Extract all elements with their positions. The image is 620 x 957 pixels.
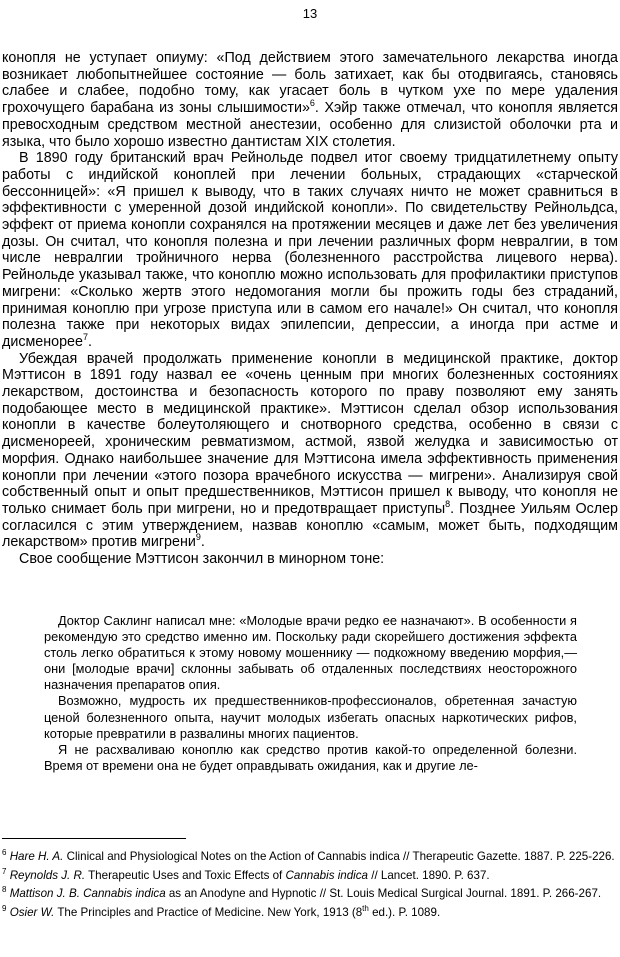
paragraph-3-text-b: . Позднее Уильям Ослер согласился с этим утверждением, назвав коноплю «самым, может быть, подходящим лекарством» против мигрени bbox=[2, 500, 618, 551]
footnote-text: Therapeutic Uses and Toxic Effects of bbox=[85, 868, 286, 882]
paragraph-3-text-c: . bbox=[200, 534, 205, 551]
footnote-ref-6: 6 bbox=[309, 98, 315, 109]
footnote-divider bbox=[2, 838, 186, 839]
footnote-title: Cannabis indica bbox=[285, 868, 368, 882]
body-text bbox=[2, 50, 618, 568]
footnote-number: 7 bbox=[2, 866, 7, 876]
footnote-text: // Lancet. 1890. P. 637. bbox=[368, 868, 490, 882]
footnotes bbox=[2, 850, 618, 924]
paragraph-1-text-b: . Хэйр также отмечал, что конопля является превосходным средством местной анестезии, особенно для слизистой оболочки рта и языка, что было хорошо известно дантистам XIX столетия. bbox=[2, 100, 618, 150]
footnote-7 bbox=[2, 866, 618, 884]
footnote-8 bbox=[2, 887, 618, 902]
paragraph-2-text-a: В 1890 году британский врач Рейнольде подвел итог своему тридцатилетнему опыту работы с индийской коноплей при лечении больных, страдающих «старческой бессонницей»: «Я пришел к выводу, что в таких случаях ничто не может сравниться в эффективности с умеренной дозой индийской конопли». По свидетельству Рейнольдса, эффект от приема конопли сохранялся на протяжении месяцев и даже лет без увеличения дозы. Он считал, что конопля полезна и при лечении различных форм невралгии, в том числе невралгии тройничного нерва (болезненного расстройства лицевого нерва). Рейнольде указывал также, что коноплю можно использовать для профилактики приступов мигрени: «Сколько жертв этого недомогания могли бы прожить годы без страданий, принимая коноплю при угрозе приступа или в самом его начале!» Он считал, что конопля полезна также при некоторых видах эпилепсии, депрессии, а иногда при астме и дисменорее bbox=[2, 150, 618, 350]
paragraph-4: Свое сообщение Мэттисон закончил в минорном тоне: bbox=[19, 551, 385, 568]
paragraph-2 bbox=[2, 150, 618, 350]
footnote-author: Mattison J. B. Cannabis indica bbox=[9, 887, 166, 900]
footnote-text: Clinical and Physiological Notes on the Action of Cannabis indica // Therapeutic Gazette. 1887. P. 225-226. bbox=[63, 850, 615, 863]
footnote-text: The Principles and Practice of Medicine. New York, 1913 (8 bbox=[54, 905, 363, 919]
quote-paragraph-2: Возможно, мудрость их предшественников-профессионалов, обретенная зачастую ценой болезненного опыта, научит молодых избегать опасных наркотических рифов, которые превратили в развалины многих пациентов. bbox=[44, 693, 577, 741]
footnote-author: Hare H. A. bbox=[9, 850, 64, 863]
footnote-ref-9: 9 bbox=[195, 532, 201, 543]
footnote-6 bbox=[2, 850, 618, 865]
footnote-number: 8 bbox=[2, 885, 7, 894]
footnote-ref-8: 8 bbox=[445, 498, 451, 509]
footnote-number: 9 bbox=[2, 903, 7, 913]
quote-paragraph-3: Я не расхваливаю коноплю как средство против какой-то определенной болезни. Время от времени она не будет оправдывать ожидания, как и другие ле- bbox=[44, 741, 577, 773]
footnote-9 bbox=[2, 903, 618, 921]
footnote-number: 6 bbox=[2, 848, 7, 857]
paragraph-1-text-a: конопля не уступает опиуму: «Под действием этого замечательного лекарства иногда возникает любопытнейшее состояние — боль затихает, как бы отодвигаясь, становясь слабее и слабее, подобно тому, как угасает боль в чутком ухе по мере удаления грохочущего барабана из зоны слышимости» bbox=[2, 50, 618, 117]
footnote-edition-suffix: th bbox=[362, 903, 369, 913]
footnote-text: as an Anodyne and Hypnotic // St. Louis Medical Surgical Journal. 1891. P. 266-267. bbox=[165, 887, 602, 900]
paragraph-3 bbox=[2, 351, 618, 551]
footnote-ref-7: 7 bbox=[82, 331, 88, 342]
paragraph-3-text-a: Убеждая врачей продолжать применение конопли в медицинской практике, доктор Мэттисон в 1891 году назвал ее «очень ценным при многих болезненных состояниях лекарством, достоинства и безопасность которого по праву позволяют ему занять подобающее место в медицинской практике». Мэттисон сделал обзор использования конопли в качестве болеутоляющего и снотворного средства, особенно в связи с дисменореей, хроническим ревматизмом, астмой, язвой желудка и зависимостью от морфия. Однако наибольшее значение для Мэттисона имела эффективность применения конопли при лечении «этого позора врачебного искусства — мигрени». Анализируя свой собственный опыт и опыт предшественников, Мэттисон пришел к выводу, что конопля не только снимает боль при мигрени, но и предотвращает приступы bbox=[2, 350, 618, 517]
footnote-author: Osier W. bbox=[9, 905, 55, 919]
quote-paragraph-1: Доктор Саклинг написал мне: «Молодые врачи редко ее назначают». В особенности я рекомендую это средство именно им. Поскольку ради скорейшего достижения эффекта столь легко обратиться к этому новому мошеннику — подкожному введению морфия,— они [молодые врачи] склонны забывать об отдаленных последствиях неосторожного назначения препаратов опия. bbox=[44, 613, 577, 693]
paragraph-2-text-b: . bbox=[87, 333, 92, 350]
page-number: 13 bbox=[302, 6, 318, 21]
footnote-text: ed.). P. 1089. bbox=[368, 905, 441, 919]
paragraph-1 bbox=[2, 50, 618, 150]
footnote-author: Reynolds J. R. bbox=[9, 868, 86, 882]
block-quote bbox=[44, 613, 577, 774]
